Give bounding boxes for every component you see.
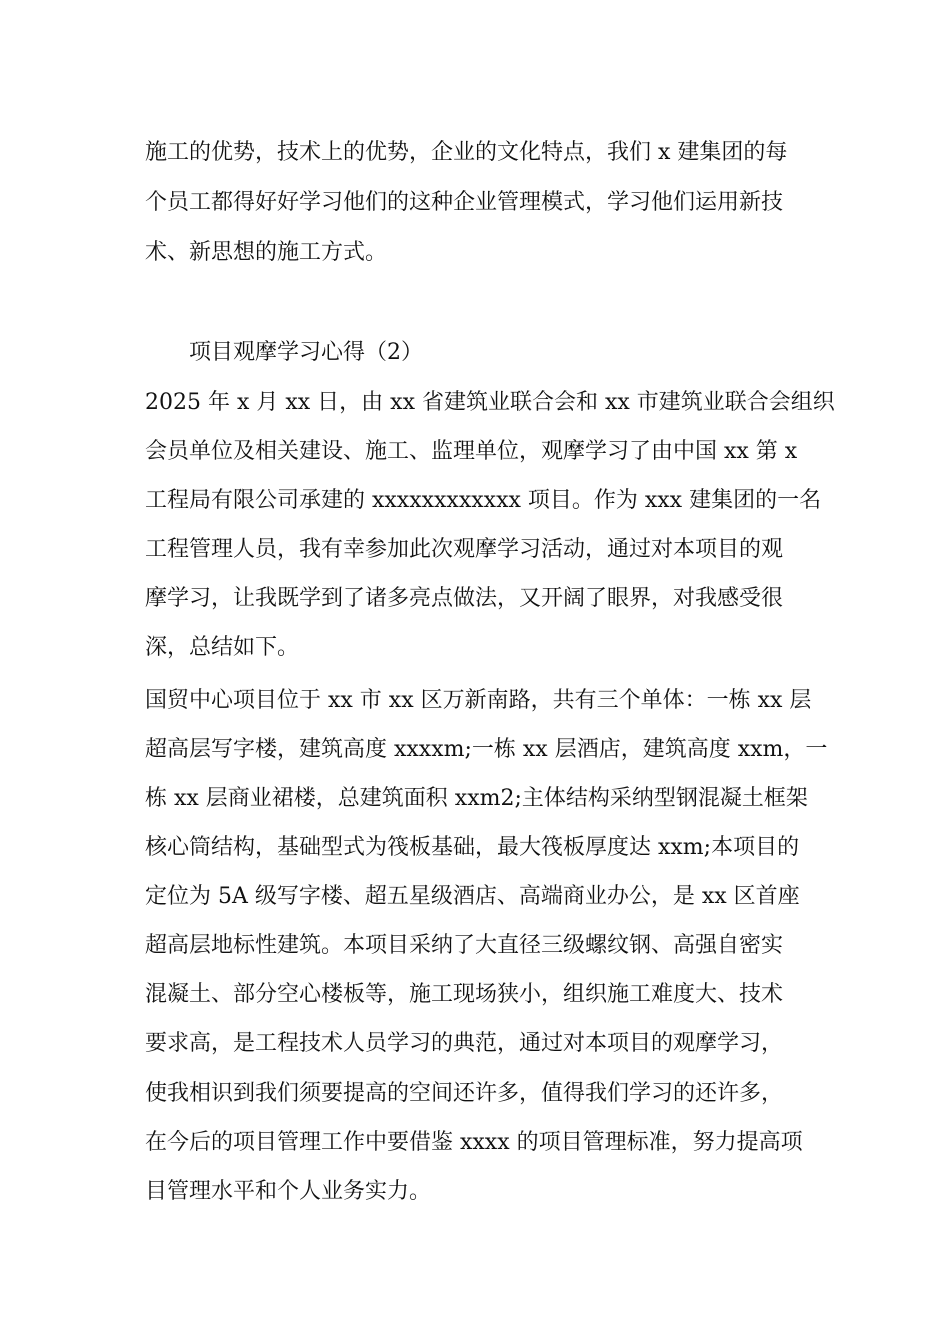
intro-line-1: 施工的优势，技术上的优势，企业的文化特点，我们 x 建集团的每 xyxy=(145,140,788,165)
paragraph2-line-4: 核心筒结构，基础型式为筏板基础，最大筏板厚度达 xxm;本项目的 xyxy=(145,835,800,860)
paragraph1-line-6: 深，总结如下。 xyxy=(145,635,300,660)
paragraph1-line-3: 工程局有限公司承建的 xxxxxxxxxxxx 项目。作为 xxx 建集团的一名 xyxy=(145,488,822,513)
paragraph2-line-10: 在今后的项目管理工作中要借鉴 xxxx 的项目管理标准，努力提高项 xyxy=(145,1130,803,1155)
paragraph1-line-5: 摩学习，让我既学到了诸多亮点做法，又开阔了眼界，对我感受很 xyxy=(145,586,784,611)
paragraph1-line-1: 2025 年 x 月 xx 日，由 xx 省建筑业联合会和 xx 市建筑业联合会组织 xyxy=(145,390,835,415)
intro-line-2: 个员工都得好好学习他们的这种企业管理模式，学习他们运用新技 xyxy=(145,190,784,215)
paragraph2-line-11: 目管理水平和个人业务实力。 xyxy=(145,1179,432,1204)
paragraph2-line-7: 混凝土、部分空心楼板等，施工现场狭小，组织施工难度大、技术 xyxy=(145,982,784,1007)
section-title: 项目观摩学习心得（2） xyxy=(189,340,423,365)
paragraph2-line-6: 超高层地标性建筑。本项目采纳了大直径三级螺纹钢、高强自密实 xyxy=(145,933,784,958)
paragraph2-line-9: 使我相识到我们须要提高的空间还许多，值得我们学习的还许多， xyxy=(145,1081,784,1106)
paragraph2-line-8: 要求高，是工程技术人员学习的典范，通过对本项目的观摩学习， xyxy=(145,1031,784,1056)
paragraph1-line-2: 会员单位及相关建设、施工、监理单位，观摩学习了由中国 xx 第 x xyxy=(145,439,798,464)
paragraph2-line-2: 超高层写字楼，建筑高度 xxxxm;一栋 xx 层酒店，建筑高度 xxm，一 xyxy=(145,737,828,762)
paragraph2-line-5: 定位为 5A 级写字楼、超五星级酒店、高端商业办公，是 xx 区首座 xyxy=(145,884,800,909)
paragraph2-line-1: 国贸中心项目位于 xx 市 xx 区万新南路，共有三个单体：一栋 xx 层 xyxy=(145,688,812,713)
paragraph1-line-4: 工程管理人员，我有幸参加此次观摩学习活动，通过对本项目的观 xyxy=(145,537,784,562)
intro-line-3: 术、新思想的施工方式。 xyxy=(145,240,388,265)
paragraph2-line-3: 栋 xx 层商业裙楼，总建筑面积 xxm2;主体结构采纳型钢混凝土框架 xyxy=(145,786,808,811)
